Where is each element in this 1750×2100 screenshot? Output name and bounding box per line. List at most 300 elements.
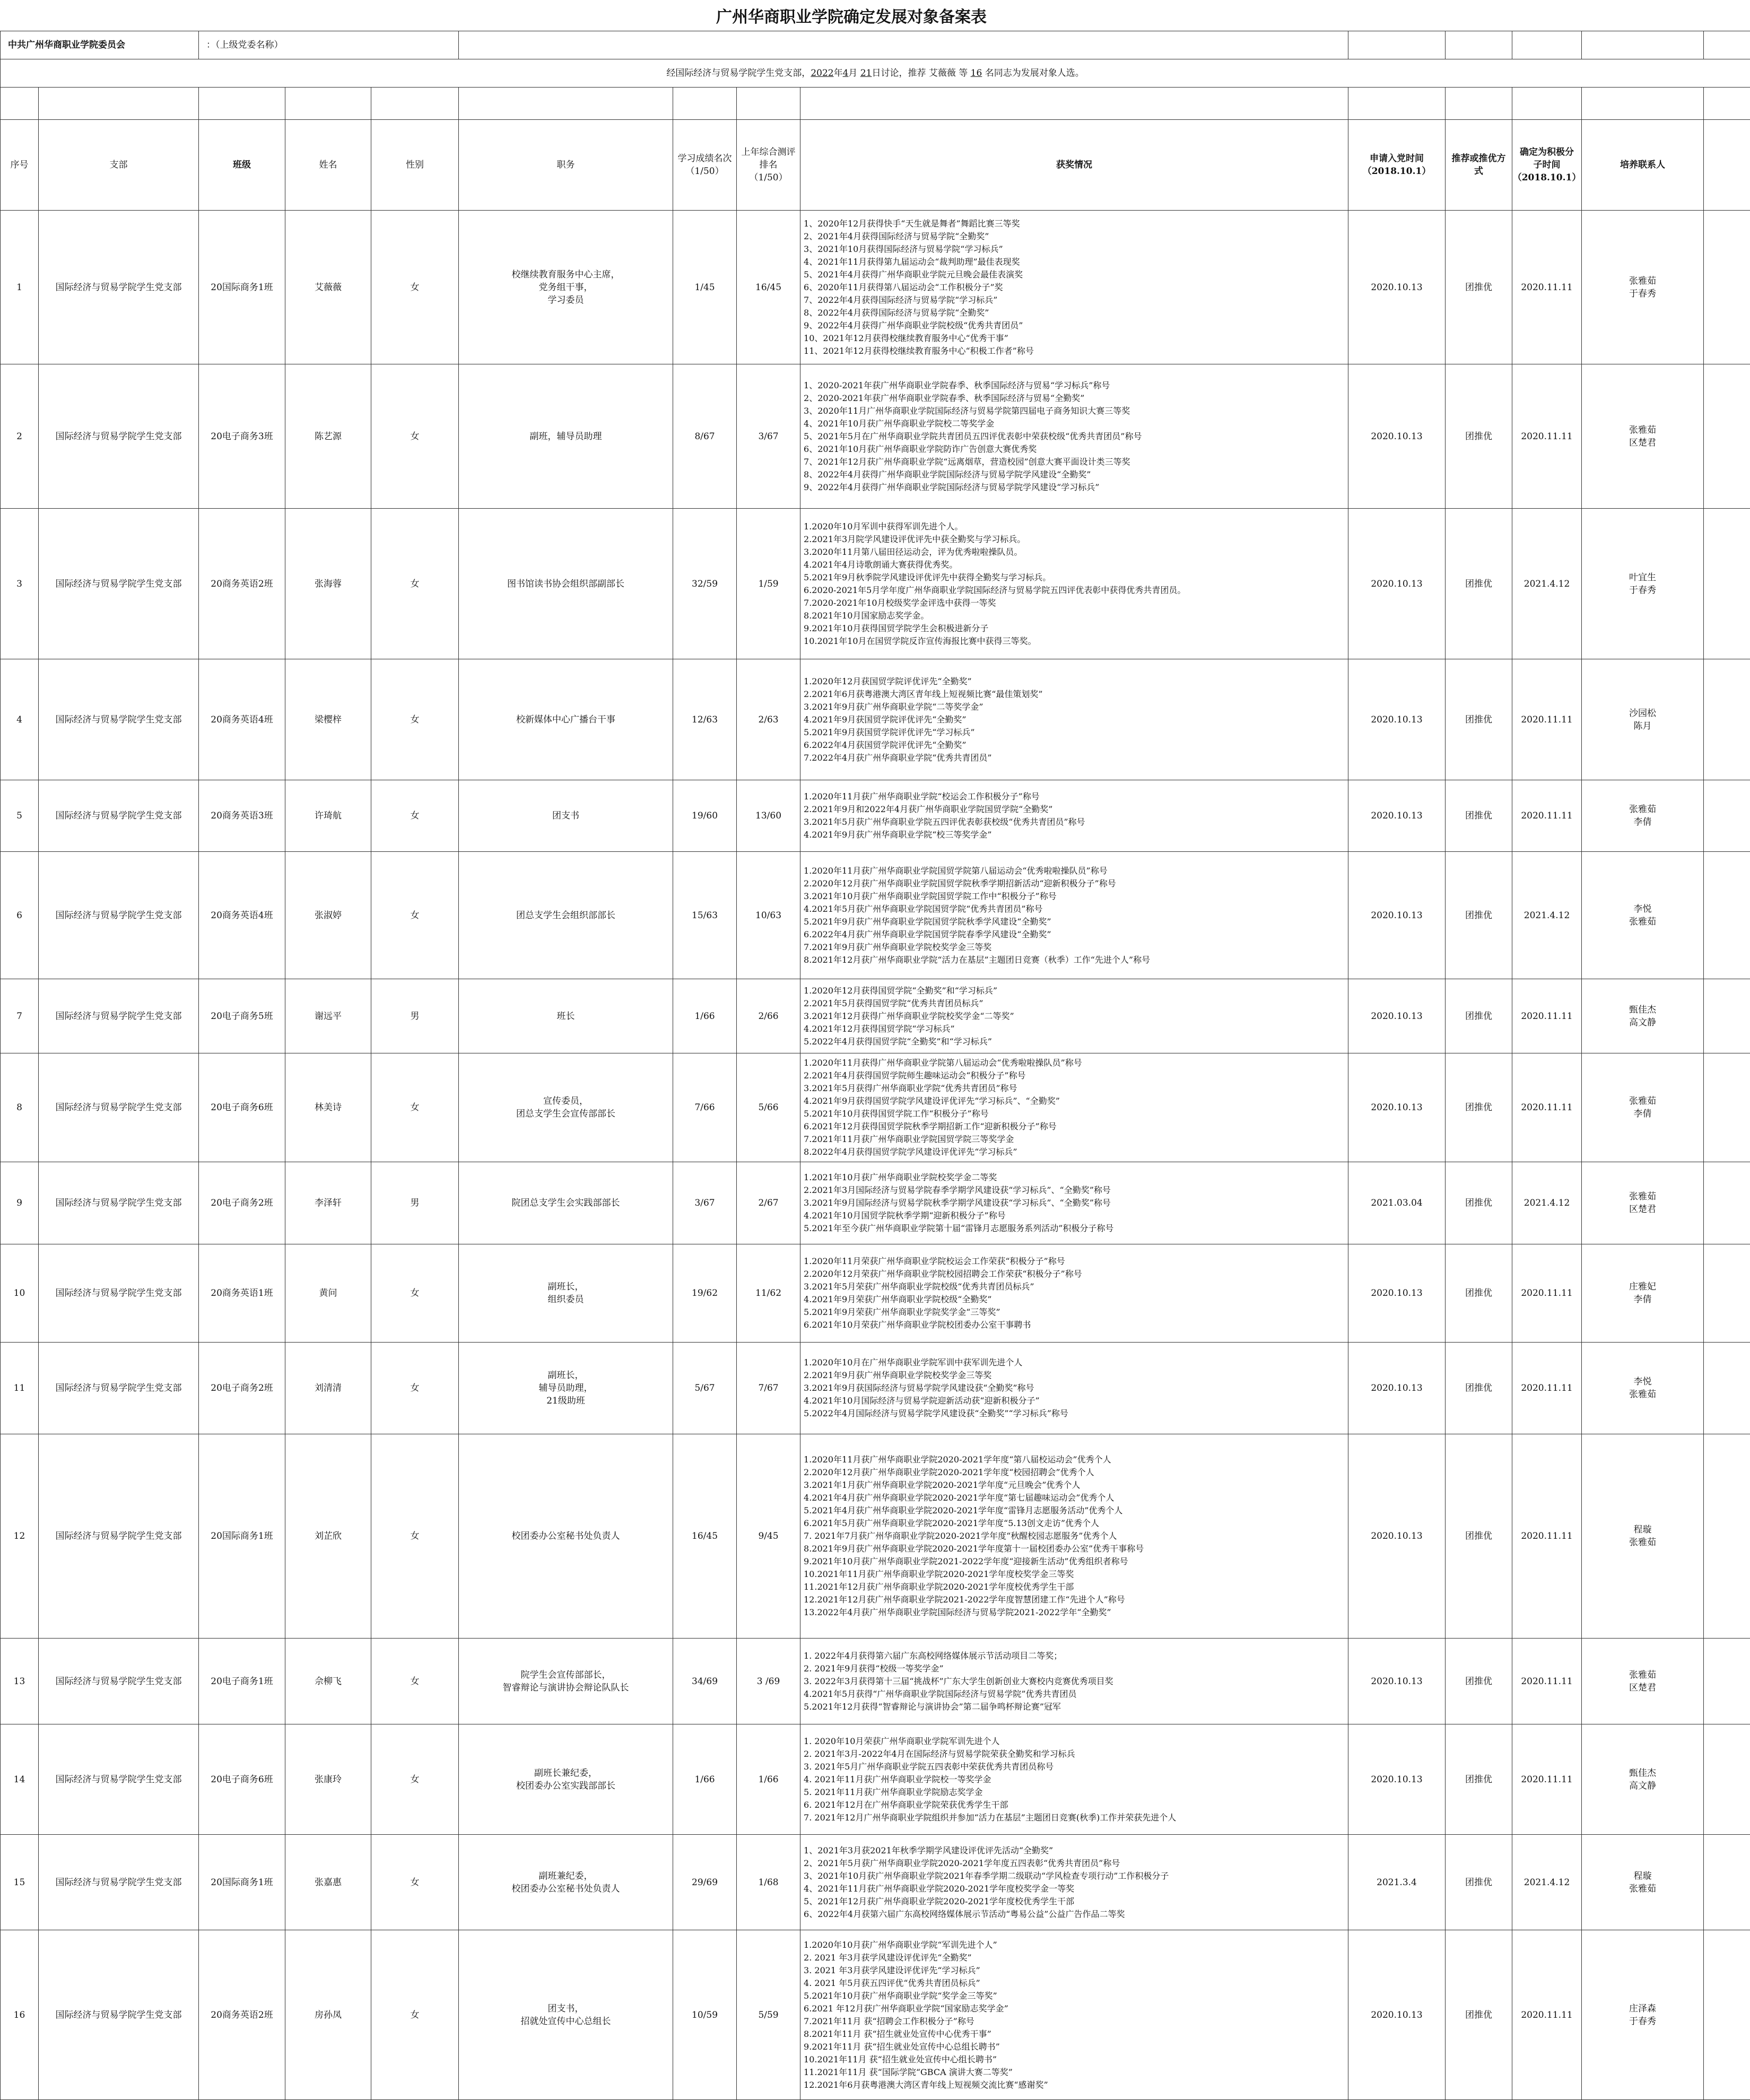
header-apply-date: 申请入党时间 （2018.10.1） — [1348, 120, 1446, 211]
table-row — [1, 1835, 1750, 1930]
award-item: 1.2020年11月荣获广州华商职业学院校运会工作荣获“积极分子”称号 — [804, 1255, 1345, 1268]
row-class: 20电子商务5班 — [199, 979, 285, 1053]
row-apply-date: 2020.10.13 — [1348, 659, 1446, 780]
row-contact — [1582, 1724, 1704, 1835]
row-eval-rank: 2/66 — [737, 979, 800, 1053]
award-item: 3.2021年9月获国际经济与贸易学院学风建设获“全勤奖”称号 — [804, 1382, 1345, 1395]
contact-name: 张雅茹 — [1582, 1190, 1703, 1203]
row-apply-date: 2020.10.13 — [1348, 979, 1446, 1053]
award-item: 9.2021年11月 获“招生就业处宣传中心总组长聘书” — [804, 2041, 1345, 2053]
row-class: 20电子商务2班 — [199, 1343, 285, 1434]
table-row — [1, 780, 1750, 852]
row-class: 20商务英语3班 — [199, 780, 285, 852]
row-activist-date: 2020.11.11 — [1512, 211, 1582, 364]
award-item: 2、2020-2021年获广州华商职业学院春季、秋季国际经济与贸易“全勤奖” — [804, 392, 1345, 405]
award-item: 3. 2021年5月广州华商职业学院五四表彰中荣获优秀共青团员称号 — [804, 1761, 1345, 1773]
award-item: 4.2021年9月获国贸学院评优评先“全勤奖” — [804, 713, 1345, 726]
row-class: 20电子商务3班 — [199, 364, 285, 509]
award-item: 5.2021年9月获国贸学院评优评先“学习标兵” — [804, 726, 1345, 739]
row-eval-rank: 5/66 — [737, 1053, 800, 1162]
award-item: 8.2021年10月国家励志奖学金。 — [804, 609, 1345, 622]
award-item: 2. 2021年9月获得“校级一等奖学金” — [804, 1662, 1345, 1675]
row-study-rank: 3/67 — [673, 1162, 737, 1244]
row-contact — [1582, 1162, 1704, 1244]
position-line: 招就处宣传中心总组长 — [459, 2015, 673, 2028]
award-item: 2.2020年12月荣获广州华商职业学院校园招聘会工作荣获“积极分子”称号 — [804, 1268, 1345, 1280]
row-branch: 国际经济与贸易学院学生党支部 — [39, 211, 199, 364]
row-awards — [800, 852, 1348, 979]
position-line: 校团委办公室秘书处负责人 — [459, 1883, 673, 1895]
row-gender: 女 — [371, 1930, 459, 2100]
row-position — [459, 1930, 673, 2100]
header-eval-rank: 上年综合测评 排名 （1/50） — [737, 120, 800, 211]
contact-name: 张雅茹 — [1582, 1669, 1703, 1681]
award-item: 4. 2021 年5月获五四评优“优秀共青团员标兵” — [804, 1977, 1345, 1990]
row-awards — [800, 1434, 1348, 1639]
position-line: 校新媒体中心广播台干事 — [459, 713, 673, 726]
row-branch: 国际经济与贸易学院学生党支部 — [39, 1343, 199, 1434]
row-branch: 国际经济与贸易学院学生党支部 — [39, 1162, 199, 1244]
table-row — [1, 1639, 1750, 1724]
contact-name: 程璇 — [1582, 1523, 1703, 1536]
row-position — [459, 1053, 673, 1162]
row-gender: 女 — [371, 1835, 459, 1930]
row-apply-date: 2020.10.13 — [1348, 780, 1446, 852]
award-item: 3.2021年5月荣获广州华商职业学院校级“优秀共青团员标兵” — [804, 1280, 1345, 1293]
row-apply-date: 2020.10.13 — [1348, 1053, 1446, 1162]
row-branch: 国际经济与贸易学院学生党支部 — [39, 1244, 199, 1343]
row-seq: 10 — [1, 1244, 39, 1343]
row-extra — [1704, 1639, 1750, 1724]
row-extra — [1704, 1724, 1750, 1835]
award-item: 1.2020年10月获广州华商职业学院“军训先进个人” — [804, 1939, 1345, 1951]
row-awards — [800, 780, 1348, 852]
row-class: 20商务英语1班 — [199, 1244, 285, 1343]
filing-table — [0, 31, 1750, 2100]
row-study-rank: 32/59 — [673, 509, 737, 659]
award-item: 2、2021年5月获广州华商职业学院2020-2021学年度五四表彰“优秀共青团员”称号 — [804, 1857, 1345, 1870]
award-item: 3.2021年9月获广州华商职业学院“二等奖学金” — [804, 701, 1345, 713]
row-extra — [1704, 364, 1750, 509]
award-item: 8.2021年11月 获“招生就业处宣传中心优秀干事” — [804, 2028, 1345, 2041]
row-activist-date: 2020.11.11 — [1512, 364, 1582, 509]
award-item: 3.2021年5月获得广州华商职业学院“优秀共青团员”称号 — [804, 1082, 1345, 1095]
row-eval-rank: 9/45 — [737, 1434, 800, 1639]
row-contact — [1582, 364, 1704, 509]
row-seq: 13 — [1, 1639, 39, 1724]
row-awards — [800, 509, 1348, 659]
row-recommend: 团推优 — [1446, 1343, 1512, 1434]
award-item: 2.2021年4月获得国贸学院师生趣味运动会“积极分子”称号 — [804, 1069, 1345, 1082]
row-extra — [1704, 979, 1750, 1053]
position-line: 21级助班 — [459, 1395, 673, 1407]
header-activist-date: 确定为积极分 子时间 （2018.10.1） — [1512, 120, 1582, 211]
award-item: 1、2021年3月获2021年秋季学期学风建设评优评先活动“全勤奖” — [804, 1844, 1345, 1857]
award-item: 6.2021年10月荣获广州华商职业学院校团委办公室干事聘书 — [804, 1319, 1345, 1331]
row-awards — [800, 1244, 1348, 1343]
row-contact — [1582, 1053, 1704, 1162]
header-study-rank: 学习成绩名次 （1/50） — [673, 120, 737, 211]
row-apply-date: 2020.10.13 — [1348, 1639, 1446, 1724]
row-position — [459, 852, 673, 979]
row-name: 刘芷欣 — [285, 1434, 371, 1639]
row-gender: 女 — [371, 1244, 459, 1343]
contact-name: 张雅茹 — [1582, 1095, 1703, 1108]
row-apply-date: 2020.10.13 — [1348, 1343, 1446, 1434]
row-seq: 2 — [1, 364, 39, 509]
position-line: 副班长兼纪委， — [459, 1767, 673, 1780]
position-line: 宣传委员， — [459, 1095, 673, 1108]
row-seq: 15 — [1, 1835, 39, 1930]
contact-name: 区楚君 — [1582, 1203, 1703, 1216]
row-study-rank: 12/63 — [673, 659, 737, 780]
award-item: 3. 2021 年3月获学风建设评优评先“学习标兵” — [804, 1964, 1345, 1977]
row-awards — [800, 364, 1348, 509]
position-line: 图书馆读书协会组织部副部长 — [459, 578, 673, 590]
position-line: 副班，辅导员助理 — [459, 430, 673, 443]
row-gender: 女 — [371, 509, 459, 659]
row-apply-date: 2020.10.13 — [1348, 211, 1446, 364]
row-seq: 6 — [1, 852, 39, 979]
award-item: 1.2021年10月获广州华商职业学院校奖学金二等奖 — [804, 1171, 1345, 1184]
row-branch: 国际经济与贸易学院学生党支部 — [39, 852, 199, 979]
row-contact — [1582, 1434, 1704, 1639]
award-item: 1. 2020年10月荣获广州华商职业学院军训先进个人 — [804, 1735, 1345, 1748]
row-name: 张淑婷 — [285, 852, 371, 979]
header-seq: 序号 — [1, 120, 39, 211]
contact-name: 沙园松 — [1582, 707, 1703, 720]
award-item: 5、2021年4月获得广州华商职业学院元旦晚会最佳表演奖 — [804, 268, 1345, 281]
award-item: 1. 2022年4月获得第六届广东高校网络媒体展示节活动项目二等奖； — [804, 1650, 1345, 1662]
row-position — [459, 364, 673, 509]
row-name: 刘清清 — [285, 1343, 371, 1434]
header-awards: 获奖情况 — [800, 120, 1348, 211]
row-apply-date: 2020.10.13 — [1348, 1930, 1446, 2100]
row-extra — [1704, 852, 1750, 979]
row-class: 20国际商务1班 — [199, 1835, 285, 1930]
row-branch: 国际经济与贸易学院学生党支部 — [39, 1639, 199, 1724]
row-recommend: 团推优 — [1446, 364, 1512, 509]
row-recommend: 团推优 — [1446, 1053, 1512, 1162]
award-item: 2.2020年12月获广州华商职业学院2020-2021学年度“校园招聘会”优秀个人 — [804, 1466, 1345, 1479]
contact-name: 庄雅妃 — [1582, 1280, 1703, 1293]
contact-name: 张雅茹 — [1582, 1536, 1703, 1549]
row-class: 20国际商务1班 — [199, 1434, 285, 1639]
award-item: 2.2021年6月获粤港澳大湾区青年线上短视频比赛“最佳策划奖” — [804, 688, 1345, 701]
award-item: 6. 2021年12月在广州华商职业学院荣获优秀学生干部 — [804, 1799, 1345, 1811]
contact-name: 张雅茹 — [1582, 424, 1703, 437]
row-name: 房孙凤 — [285, 1930, 371, 2100]
row-contact — [1582, 852, 1704, 979]
row-contact — [1582, 1930, 1704, 2100]
row-seq: 8 — [1, 1053, 39, 1162]
award-item: 4. 2021年11月获广州华商职业学院校一等奖学金 — [804, 1773, 1345, 1786]
position-line: 院学生会宣传部部长， — [459, 1669, 673, 1681]
row-study-rank: 7/66 — [673, 1053, 737, 1162]
table-row — [1, 211, 1750, 364]
recommendation-note-row — [1, 59, 1750, 88]
award-item: 3、2021年10月获广州华商职业学院2021年春季学期二级联动“学风检查专项行动”工作积极分子 — [804, 1870, 1345, 1883]
position-line: 校团委办公室秘书处负责人 — [459, 1530, 673, 1543]
row-extra — [1704, 1162, 1750, 1244]
award-item: 2.2021年3月院学风建设评优评先中获全勤奖与学习标兵。 — [804, 533, 1345, 546]
row-position — [459, 1835, 673, 1930]
award-item: 7.2021年9月获广州华商职业学院校奖学金三等奖 — [804, 941, 1345, 954]
row-contact — [1582, 1835, 1704, 1930]
award-item: 4.2021年5月获得“广州华商职业学院国际经济与贸易学院”优秀共青团员 — [804, 1688, 1345, 1701]
header-name: 姓名 — [285, 120, 371, 211]
position-line: 党务组干事， — [459, 281, 673, 294]
row-activist-date: 2020.11.11 — [1512, 1639, 1582, 1724]
award-item: 8、2022年4月获得广州华商职业学院国际经济与贸易学院学风建设“全勤奖” — [804, 468, 1345, 481]
row-branch: 国际经济与贸易学院学生党支部 — [39, 364, 199, 509]
row-recommend: 团推优 — [1446, 509, 1512, 659]
award-item: 7、2021年12月获广州华商职业学院“远离烟草，营造校园”创意大赛平面设计类三等奖 — [804, 456, 1345, 468]
row-branch: 国际经济与贸易学院学生党支部 — [39, 659, 199, 780]
award-item: 2. 2021年3月-2022年4月在国际经济与贸易学院荣获全勤奖和学习标兵 — [804, 1748, 1345, 1761]
row-seq: 1 — [1, 211, 39, 364]
row-apply-date: 2020.10.13 — [1348, 1434, 1446, 1639]
row-eval-rank: 1/68 — [737, 1835, 800, 1930]
row-gender: 女 — [371, 211, 459, 364]
row-awards — [800, 979, 1348, 1053]
row-seq: 14 — [1, 1724, 39, 1835]
award-item: 7、2022年4月获得国际经济与贸易学院“学习标兵” — [804, 294, 1345, 307]
row-extra — [1704, 780, 1750, 852]
contact-name: 庄泽森 — [1582, 2002, 1703, 2015]
row-extra — [1704, 1343, 1750, 1434]
row-extra — [1704, 1434, 1750, 1639]
award-item: 5.2021年9月获广州华商职业学院国贸学院秋季学风建设“全勤奖” — [804, 916, 1345, 928]
row-branch: 国际经济与贸易学院学生党支部 — [39, 1835, 199, 1930]
committee-name: 中共广州华商职业学院委员会 — [1, 31, 199, 59]
award-item: 2.2021年5月获得国贸学院“优秀共青团员标兵” — [804, 997, 1345, 1010]
award-item: 7.2020-2021年10月校级奖学金评选中获得一等奖 — [804, 597, 1345, 609]
row-activist-date: 2020.11.11 — [1512, 1434, 1582, 1639]
row-awards — [800, 1162, 1348, 1244]
row-class: 20商务英语4班 — [199, 659, 285, 780]
award-item: 5、2021年5月在广州华商职业学院共青团员五四评优表彰中荣获校级“优秀共青团员”称号 — [804, 430, 1345, 443]
award-item: 9.2021年10月获得国贸学院学生会积极进新分子 — [804, 622, 1345, 635]
award-item: 5.2021年10月获得国贸学院工作“积极分子”称号 — [804, 1108, 1345, 1120]
award-item: 3.2021年1月获广州华商职业学院2020-2021学年度“元旦晚会”优秀个人 — [804, 1479, 1345, 1492]
award-item: 5.2021年12月获得“智睿辩论与演讲协会”第二届争鸣杯辩论赛”冠军 — [804, 1701, 1345, 1713]
award-item: 11.2021年11月 获“国际学院“GBCA 演讲大赛二等奖” — [804, 2066, 1345, 2079]
row-gender: 女 — [371, 659, 459, 780]
position-line: 院团总支学生会实践部部长 — [459, 1197, 673, 1209]
recommendation-note: 经国际经济与贸易学院学生党支部，2022年4月 21日讨论，推荐 艾薇薇 等 16 名同志为发展对象人选。 — [1, 59, 1750, 88]
row-apply-date: 2021.3.4 — [1348, 1835, 1446, 1930]
row-apply-date: 2020.10.13 — [1348, 1244, 1446, 1343]
award-item: 8、2022年4月获得国际经济与贸易学院“全勤奖” — [804, 307, 1345, 319]
row-contact — [1582, 979, 1704, 1053]
row-eval-rank: 3/67 — [737, 364, 800, 509]
committee-row — [1, 31, 1750, 59]
award-item: 3.2020年11月第八届田径运动会，评为优秀啦啦操队员。 — [804, 546, 1345, 559]
row-contact — [1582, 509, 1704, 659]
award-item: 5.2022年4月获得国贸学院“全勤奖”和“学习标兵” — [804, 1035, 1345, 1048]
award-item: 3.2021年5月获广州华商职业学院五四评优表彰获校级“优秀共青团员”称号 — [804, 816, 1345, 829]
row-contact — [1582, 1244, 1704, 1343]
position-line: 辅导员助理， — [459, 1382, 673, 1395]
row-study-rank: 8/67 — [673, 364, 737, 509]
award-item: 1.2020年10月军训中获得军训先进个人。 — [804, 520, 1345, 533]
row-class: 20国际商务1班 — [199, 211, 285, 364]
row-recommend: 团推优 — [1446, 211, 1512, 364]
row-name: 艾薇薇 — [285, 211, 371, 364]
row-class: 20电子商务1班 — [199, 1639, 285, 1724]
row-contact — [1582, 1343, 1704, 1434]
award-item: 3.2021年9月国际经济与贸易学院秋季学期学风建设获“学习标兵”、“全勤奖”称号 — [804, 1197, 1345, 1209]
row-name: 梁樱梓 — [285, 659, 371, 780]
award-item: 4、2021年11月获得第九届运动会“裁判助理”最佳表现奖 — [804, 256, 1345, 268]
award-item: 8.2022年4月获得国贸学院学风建设评优评先“学习标兵” — [804, 1146, 1345, 1158]
contact-name: 于春秀 — [1582, 287, 1703, 300]
row-eval-rank: 1/59 — [737, 509, 800, 659]
row-study-rank: 5/67 — [673, 1343, 737, 1434]
row-awards — [800, 1835, 1348, 1930]
award-item: 2.2021年9月和2022年4月获广州华商职业学院国贸学院“全勤奖” — [804, 803, 1345, 816]
row-seq: 7 — [1, 979, 39, 1053]
row-name: 佘柳飞 — [285, 1639, 371, 1724]
row-contact — [1582, 1639, 1704, 1724]
award-item: 6.2022年4月获国贸学院评优评先“全勤奖” — [804, 739, 1345, 752]
row-gender: 女 — [371, 1343, 459, 1434]
row-activist-date: 2021.4.12 — [1512, 852, 1582, 979]
row-name: 张海蓉 — [285, 509, 371, 659]
award-item: 6.2020-2021年5月学年度广州华商职业学院国际经济与贸易学院五四评优表彰中获得优秀共青团员。 — [804, 584, 1345, 597]
row-gender: 女 — [371, 1434, 459, 1639]
row-contact — [1582, 780, 1704, 852]
award-item: 2.2020年12月获广州华商职业学院国贸学院秋季学期招新活动“迎新积极分子”称号 — [804, 877, 1345, 890]
row-branch: 国际经济与贸易学院学生党支部 — [39, 780, 199, 852]
award-item: 4.2021年4月诗歌朗诵大赛获得优秀奖。 — [804, 559, 1345, 571]
row-seq: 3 — [1, 509, 39, 659]
award-item: 1.2020年11月获广州华商职业学院2020-2021学年度“第八届校运动会”优秀个人 — [804, 1453, 1345, 1466]
award-item: 5.2021年至今获广州华商职业学院第十届“雷锋月志愿服务系列活动”积极分子称号 — [804, 1222, 1345, 1235]
award-item: 7.2022年4月获广州华商职业学院“优秀共青团员” — [804, 752, 1345, 764]
row-class: 20商务英语2班 — [199, 1930, 285, 2100]
row-recommend: 团推优 — [1446, 1162, 1512, 1244]
table-row — [1, 1162, 1750, 1244]
award-item: 5.2021年9月秋季院学风建设评优评先中获得全勤奖与学习标兵。 — [804, 571, 1345, 584]
contact-name: 高文静 — [1582, 1016, 1703, 1029]
header-branch: 支部 — [39, 120, 199, 211]
award-item: 10、2021年12月获得校继续教育服务中心“优秀干事” — [804, 332, 1345, 345]
row-branch: 国际经济与贸易学院学生党支部 — [39, 1930, 199, 2100]
award-item: 5. 2021年11月获广州华商职业学院励志奖学金 — [804, 1786, 1345, 1799]
row-study-rank: 19/60 — [673, 780, 737, 852]
row-gender: 女 — [371, 1053, 459, 1162]
row-position — [459, 659, 673, 780]
row-name: 谢远平 — [285, 979, 371, 1053]
position-line: 团总支学生会宣传部部长 — [459, 1108, 673, 1120]
position-line: 副班长， — [459, 1369, 673, 1382]
table-row — [1, 1724, 1750, 1835]
row-contact — [1582, 659, 1704, 780]
row-branch: 国际经济与贸易学院学生党支部 — [39, 1724, 199, 1835]
header-position: 职务 — [459, 120, 673, 211]
contact-name: 张雅茹 — [1582, 916, 1703, 928]
award-item: 4.2021年9月获得国贸学院学风建设评优评先“学习标兵”、“全勤奖” — [804, 1095, 1345, 1108]
row-recommend: 团推优 — [1446, 659, 1512, 780]
row-eval-rank: 2/67 — [737, 1162, 800, 1244]
row-recommend: 团推优 — [1446, 1724, 1512, 1835]
row-apply-date: 2020.10.13 — [1348, 509, 1446, 659]
award-item: 3、2021年10月获得国际经济与贸易学院“学习标兵” — [804, 243, 1345, 256]
row-awards — [800, 1930, 1348, 2100]
header-recommend: 推荐或推优方 式 — [1446, 120, 1512, 211]
contact-name: 区楚君 — [1582, 1681, 1703, 1694]
award-item: 3.2021年10月获广州华商职业学院国贸学院工作中“积极分子”称号 — [804, 890, 1345, 903]
award-item: 4.2021年12月获得国贸学院“学习标兵” — [804, 1023, 1345, 1035]
row-eval-rank: 5/59 — [737, 1930, 800, 2100]
row-extra — [1704, 1835, 1750, 1930]
row-study-rank: 10/59 — [673, 1930, 737, 2100]
row-apply-date: 2020.10.13 — [1348, 364, 1446, 509]
row-name: 李泽轩 — [285, 1162, 371, 1244]
table-row — [1, 364, 1750, 509]
contact-name: 陈月 — [1582, 720, 1703, 733]
award-item: 1.2020年10月在广州华商职业学院军训中获军训先进个人 — [804, 1356, 1345, 1369]
table-row — [1, 979, 1750, 1053]
row-awards — [800, 1724, 1348, 1835]
award-item: 11.2021年12月获广州华商职业学院2020-2021学年度校优秀学生干部 — [804, 1581, 1345, 1593]
award-item: 3. 2022年3月获得第十三届“挑战杯”广东大学生创新创业大赛校内竞赛优秀项目奖 — [804, 1675, 1345, 1688]
position-line: 智睿辩论与演讲协会辩论队队长 — [459, 1681, 673, 1694]
award-item: 6、2021年10月获广州华商职业学院防诈广告创意大赛优秀奖 — [804, 443, 1345, 456]
contact-name: 张雅茹 — [1582, 1388, 1703, 1401]
award-item: 13.2022年4月获广州华商职业学院国际经济与贸易学院2021-2022学年“全勤奖” — [804, 1606, 1345, 1619]
row-awards — [800, 1343, 1348, 1434]
row-position — [459, 1244, 673, 1343]
row-seq: 12 — [1, 1434, 39, 1639]
position-line: 校继续教育服务中心主席， — [459, 268, 673, 281]
award-item: 6、2020年11月获得第八届运动会“工作积极分子”奖 — [804, 281, 1345, 294]
row-name: 林美诗 — [285, 1053, 371, 1162]
award-item: 2、2021年4月获得国际经济与贸易学院“全勤奖” — [804, 230, 1345, 243]
award-item: 1.2020年11月获广州华商职业学院国贸学院第八届运动会“优秀啦啦操队员”称号 — [804, 865, 1345, 877]
row-activist-date: 2021.4.12 — [1512, 1835, 1582, 1930]
header-contact: 培养联系人 — [1582, 120, 1704, 211]
row-extra — [1704, 509, 1750, 659]
table-row — [1, 1244, 1750, 1343]
row-study-rank: 16/45 — [673, 1434, 737, 1639]
award-item: 1、2020-2021年获广州华商职业学院春季、秋季国际经济与贸易“学习标兵”称号 — [804, 379, 1345, 392]
row-position — [459, 509, 673, 659]
contact-name: 程璇 — [1582, 1870, 1703, 1883]
row-seq: 11 — [1, 1343, 39, 1434]
contact-name: 区楚君 — [1582, 437, 1703, 449]
position-line: 团支书， — [459, 2002, 673, 2015]
table-row — [1, 1930, 1750, 2100]
row-awards — [800, 211, 1348, 364]
row-branch: 国际经济与贸易学院学生党支部 — [39, 1053, 199, 1162]
row-study-rank: 29/69 — [673, 1835, 737, 1930]
contact-name: 张雅茹 — [1582, 1883, 1703, 1895]
award-item: 1、2020年12月获得快手“天生就是舞者”舞蹈比赛三等奖 — [804, 217, 1345, 230]
row-class: 20电子商务6班 — [199, 1724, 285, 1835]
award-item: 10.2021年11月获广州华商职业学院2020-2021学年度校奖学金三等奖 — [804, 1568, 1345, 1581]
contact-name: 李悦 — [1582, 903, 1703, 916]
award-item: 2.2021年9月获广州华商职业学院校奖学金三等奖 — [804, 1369, 1345, 1382]
row-extra — [1704, 211, 1750, 364]
row-eval-rank: 16/45 — [737, 211, 800, 364]
row-awards — [800, 1053, 1348, 1162]
award-item: 8.2021年12月获广州华商职业学院“活力在基层”主题团日竞赛（秋季）工作“先进个人”称号 — [804, 954, 1345, 966]
row-activist-date: 2020.11.11 — [1512, 979, 1582, 1053]
header-row — [1, 120, 1750, 211]
